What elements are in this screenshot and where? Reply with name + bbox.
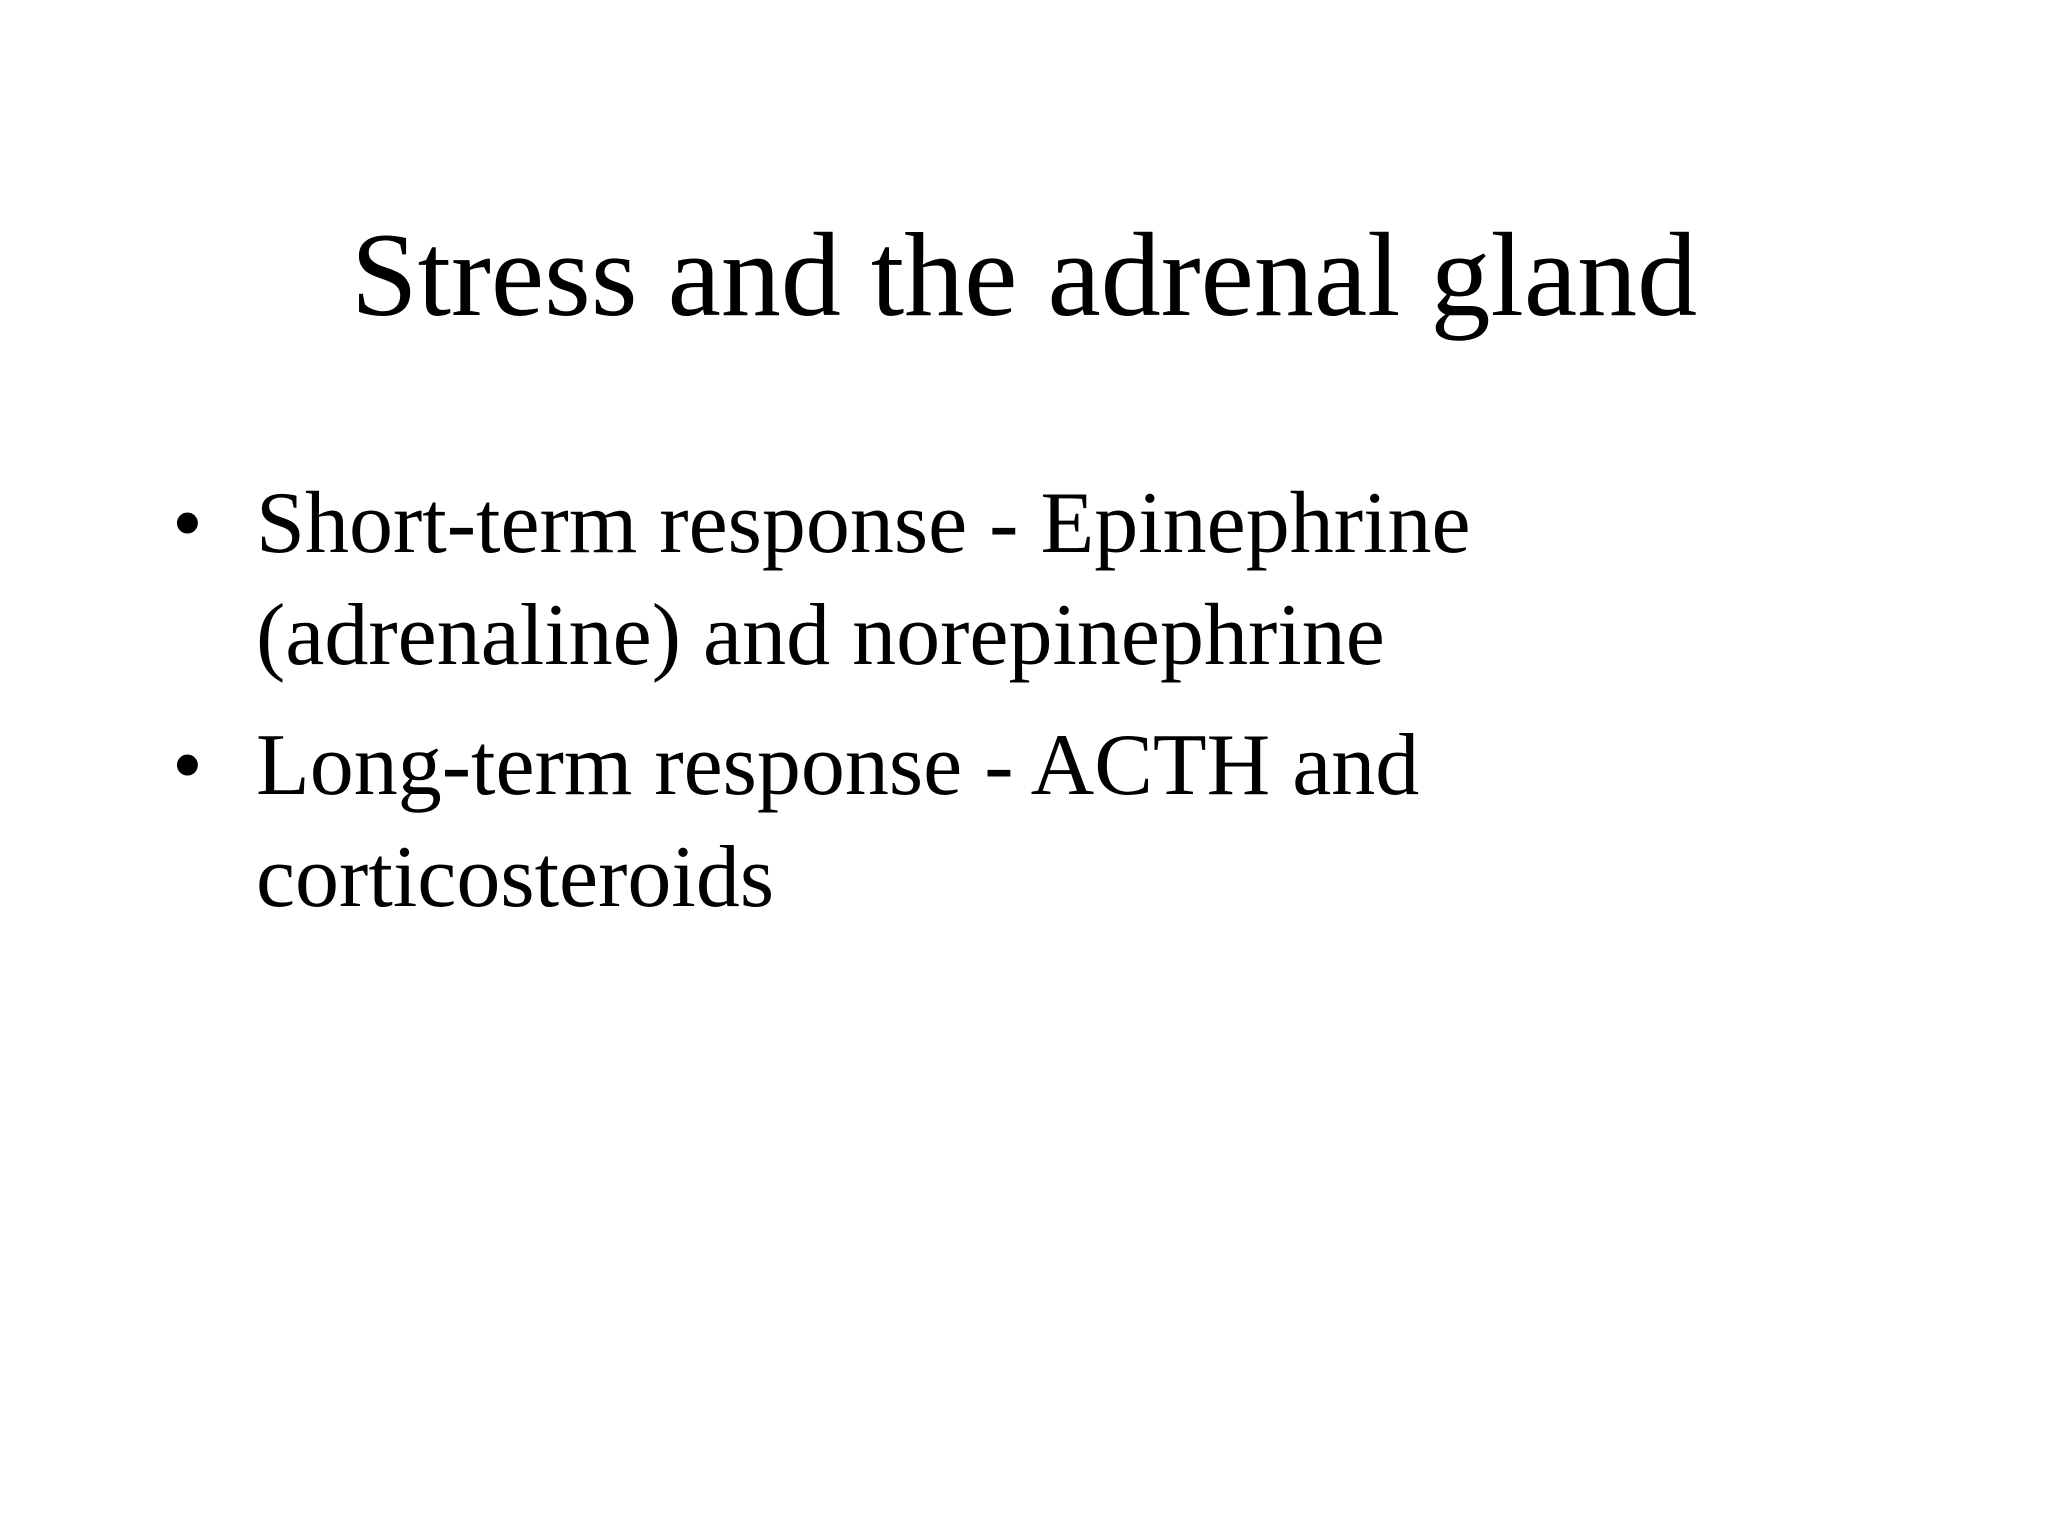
bullet-dot-icon: • [172, 475, 203, 572]
bullet-list [172, 468, 1872, 952]
bullet-line: Short-term response - Epinephrine [256, 475, 1471, 572]
bullet-item-short-term [172, 468, 1872, 692]
slide-title: Stress and the adrenal gland [350, 208, 1698, 341]
bullet-line: Long-term response - ACTH and [256, 717, 1420, 814]
bullet-dot-icon: • [172, 717, 203, 814]
bullet-line: (adrenaline) and norepinephrine [256, 587, 1385, 684]
bullet-item-long-term [172, 710, 1872, 934]
bullet-line: corticosteroids [256, 829, 775, 926]
